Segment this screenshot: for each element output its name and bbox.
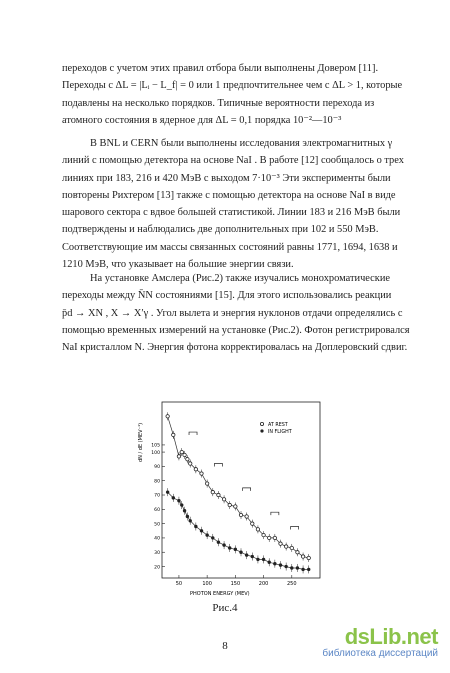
- at-rest-point: [172, 433, 175, 436]
- in-flight-point: [217, 541, 220, 544]
- text-line: переходов с учетом этих правил отбора были выполнены Довером [11].: [62, 63, 379, 74]
- x-axis-label: PHOTON ENERGY (MEV): [190, 591, 250, 597]
- y-tick-label: 90: [154, 465, 160, 471]
- at-rest-point: [200, 472, 203, 475]
- text-line: Соответствующие им массы связанных состояний равны 1771, 1694, 1638 и: [62, 241, 398, 253]
- in-flight-point: [296, 566, 299, 569]
- y-tick-label: 50: [154, 522, 160, 528]
- text-line: помощью временных измерений на установке (Рис.2). Фотон регистрировался: [62, 324, 410, 336]
- y-tick-label: 105: [151, 443, 160, 449]
- in-flight-point: [180, 503, 183, 506]
- in-flight-point: [183, 509, 186, 512]
- text-line: подтверждены и наблюдались две дополнительных при 102 и 550 МэВ.: [62, 224, 379, 236]
- watermark: [322, 624, 438, 659]
- at-rest-point: [211, 490, 214, 493]
- at-rest-fit-curve: [168, 416, 309, 558]
- text-line: переходы между N̄N состояниями [15]. Для этого использовались реакции: [62, 290, 392, 302]
- y-tick-label: 40: [154, 536, 160, 542]
- in-flight-point: [268, 561, 271, 564]
- at-rest-point: [284, 545, 287, 548]
- chart-legend: [260, 422, 291, 435]
- in-flight-point: [205, 533, 208, 536]
- in-flight-point: [307, 568, 310, 571]
- text-line: 1210 МэВ, что указывает на большие энергии связи.: [62, 259, 294, 271]
- at-rest-point: [177, 455, 180, 458]
- resolution-bracket: [243, 488, 251, 491]
- in-flight-point: [186, 515, 189, 518]
- text-line: повторены Рихтером [13] также с помощью детектора на основе NaI в виде: [62, 189, 396, 201]
- at-rest-point: [194, 468, 197, 471]
- in-flight-point: [200, 529, 203, 532]
- at-rest-point: [222, 498, 225, 501]
- y-tick-label: 30: [154, 550, 160, 556]
- in-flight-point: [256, 558, 259, 561]
- legend-open-marker: [260, 422, 263, 425]
- at-rest-point: [186, 458, 189, 461]
- at-rest-point: [256, 528, 259, 531]
- in-flight-point: [234, 548, 237, 551]
- page-number: 8: [222, 640, 228, 652]
- in-flight-point: [189, 519, 192, 522]
- text-line: атомного состояния в ядерное для ΔL = 0,1 порядка 10⁻²—10⁻³: [62, 114, 342, 126]
- x-tick-label: 150: [230, 581, 241, 587]
- at-rest-point: [205, 482, 208, 485]
- text-line: Переходы с ΔL = |Lᵢ − L_f| = 0 или 1 предпочтительнее чем с ΔL > 1, которые: [62, 80, 403, 92]
- in-flight-point: [301, 568, 304, 571]
- in-flight-point: [194, 525, 197, 528]
- resolution-bracket: [291, 526, 299, 529]
- at-rest-point: [301, 555, 304, 558]
- in-flight-point: [166, 490, 169, 493]
- x-tick-label: 100: [202, 581, 212, 587]
- in-flight-point: [251, 555, 254, 558]
- text-line: p̄d → XN , X → X′γ . Угол вылета и энергия нуклонов отдачи определялись с: [62, 307, 403, 319]
- paragraph-1: [62, 60, 402, 129]
- text-line: линиях при 183, 216 и 420 МэВ с выходом 7·10⁻³ Эти эксперименты были: [62, 172, 391, 184]
- in-flight-point: [177, 499, 180, 502]
- in-flight-point: [290, 566, 293, 569]
- text-line: линий с помощью детектора на основе NaI . В работе [12] сообщалось о трех: [62, 155, 404, 167]
- in-flight-point: [222, 543, 225, 546]
- watermark-subtitle: библиотека диссертаций: [322, 648, 438, 659]
- text-line: В BNL и CERN были выполнены исследования электромагнитных γ: [90, 138, 393, 149]
- at-rest-point: [273, 536, 276, 539]
- y-tick-label: 70: [154, 493, 160, 499]
- text-line: NaI кристаллом N. Энергия фотона корректировалась на Доплеровский сдвиг.: [62, 342, 408, 354]
- at-rest-point: [290, 546, 293, 549]
- paragraph-3: [62, 270, 410, 356]
- paragraph-2: [62, 135, 402, 273]
- in-flight-point: [273, 562, 276, 565]
- at-rest-point: [183, 453, 186, 456]
- in-flight-point: [172, 496, 175, 499]
- y-tick-label: 80: [154, 479, 160, 485]
- in-flight-point: [211, 536, 214, 539]
- at-rest-point: [251, 522, 254, 525]
- resolution-bracket: [214, 464, 222, 467]
- watermark-logo: dsLib.net: [344, 624, 438, 649]
- at-rest-point: [189, 462, 192, 465]
- x-tick-label: 50: [175, 581, 183, 587]
- resolution-bracket: [189, 432, 197, 435]
- in-flight-point: [279, 563, 282, 566]
- figure-caption: Рис.4: [212, 602, 238, 614]
- in-flight-point: [284, 565, 287, 568]
- at-rest-point: [307, 556, 310, 559]
- at-rest-point: [166, 415, 169, 418]
- in-flight-fit-curve: [168, 492, 309, 569]
- resolution-bracket: [271, 512, 279, 515]
- legend-label: IN FLIGHT: [268, 430, 292, 435]
- in-flight-point: [239, 551, 242, 554]
- photon-spectrum-chart: [128, 392, 328, 598]
- at-rest-point: [262, 533, 265, 536]
- in-flight-point: [245, 553, 248, 556]
- data-points: [166, 412, 310, 573]
- x-tick-label: 200: [258, 581, 269, 587]
- at-rest-point: [180, 450, 183, 453]
- text-line: подавлены на несколько порядков. Типичные вероятности перехода из: [62, 97, 375, 109]
- legend-filled-marker: [260, 429, 263, 432]
- y-tick-label: 60: [154, 508, 160, 514]
- at-rest-point: [245, 515, 248, 518]
- at-rest-point: [268, 536, 271, 539]
- in-flight-point: [262, 558, 265, 561]
- y-tick-label: 20: [154, 565, 160, 571]
- at-rest-point: [228, 503, 231, 506]
- y-axis-label: dN / dE (MEV⁻¹): [138, 422, 144, 462]
- text-line: На установке Амслера (Рис.2) также изучались монохроматические: [90, 273, 390, 284]
- y-tick-label: 100: [151, 450, 160, 456]
- legend-label: AT REST: [268, 423, 288, 428]
- at-rest-point: [296, 551, 299, 554]
- x-tick-label: 250: [287, 581, 297, 587]
- at-rest-point: [217, 493, 220, 496]
- in-flight-point: [228, 546, 231, 549]
- at-rest-point: [279, 542, 282, 545]
- text-line: шарового сектора с вдвое большей статистикой. Линии 183 и 216 МэВ были: [62, 207, 401, 219]
- at-rest-point: [239, 513, 242, 516]
- at-rest-point: [234, 505, 237, 508]
